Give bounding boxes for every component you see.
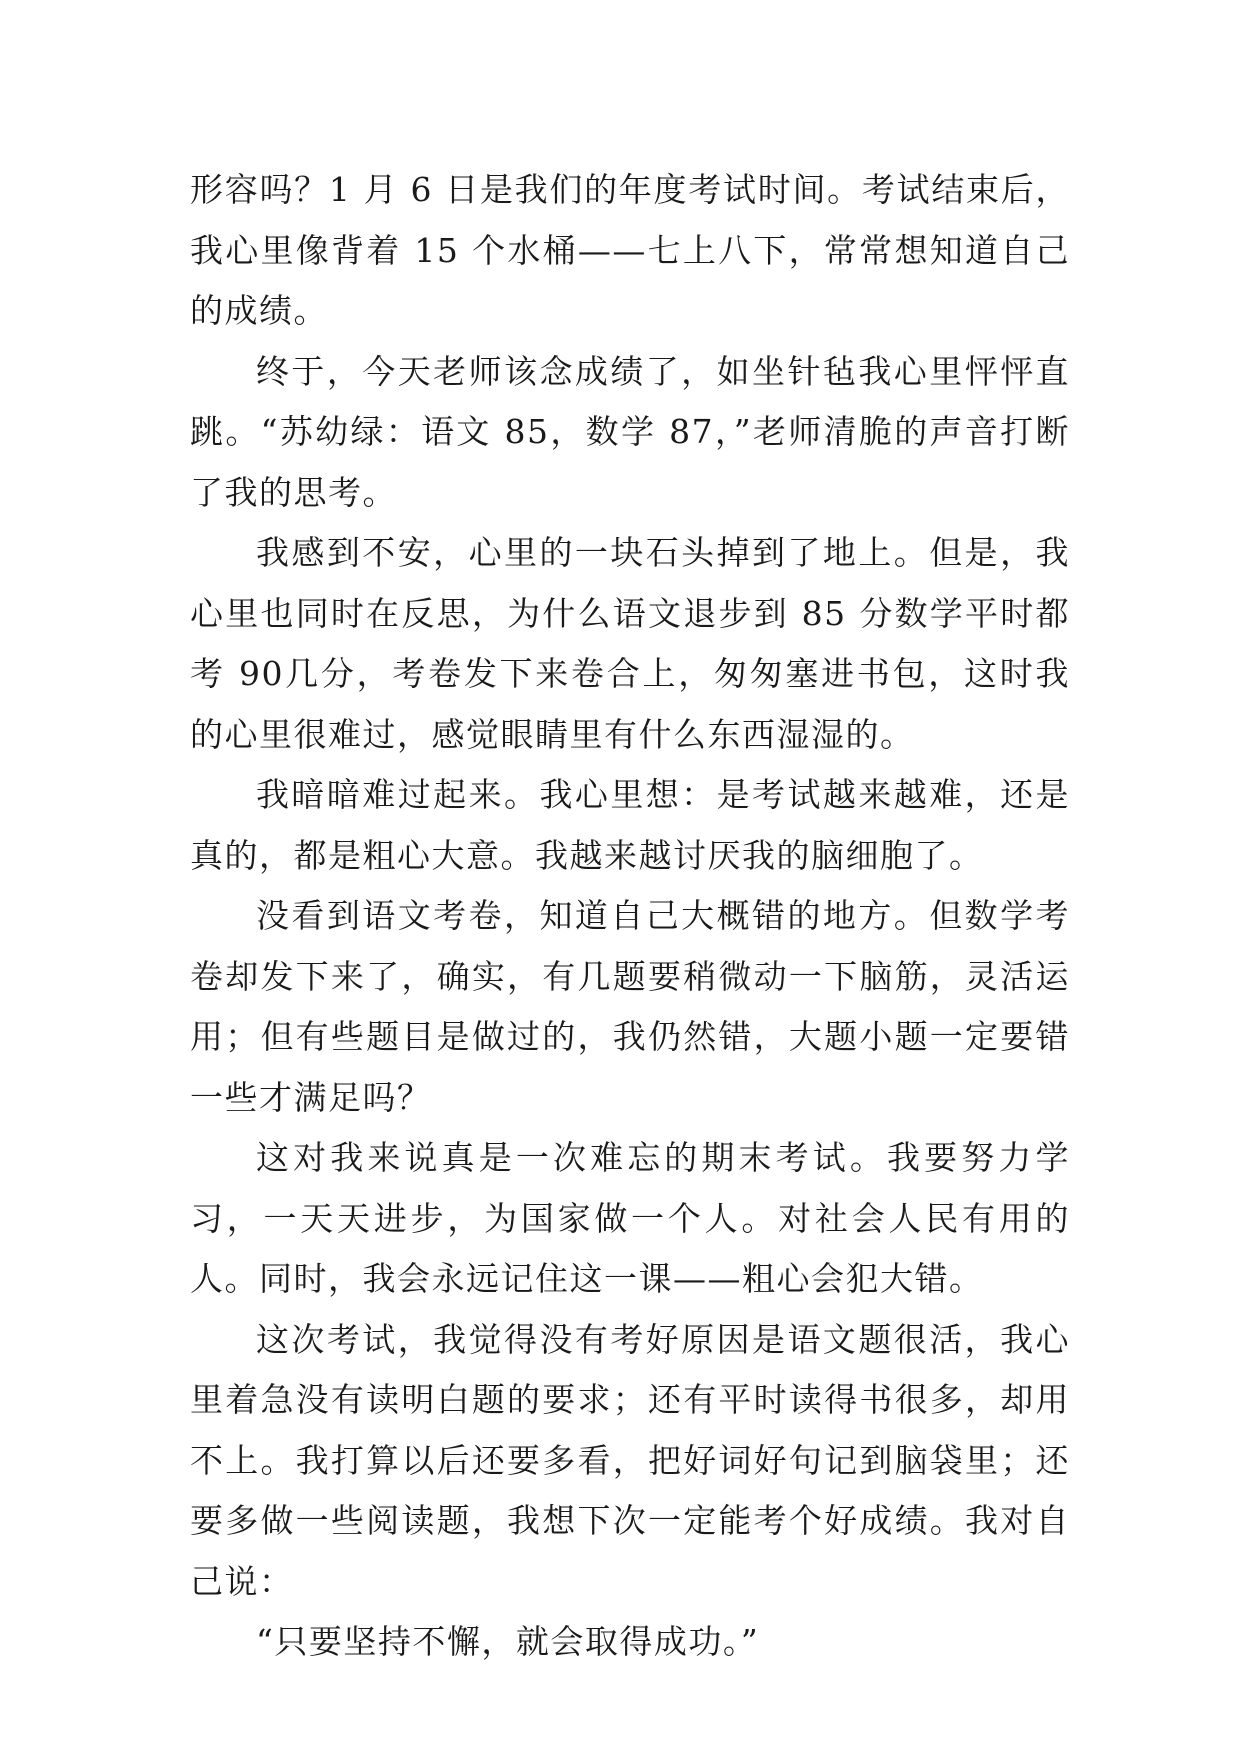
paragraph: 我暗暗难过起来。我心里想：是考试越来越难，还是真的，都是粗心大意。我越来越讨厌我的脑细胞了。 <box>190 775 1070 875</box>
paragraph: 没看到语文考卷，知道自己大概错的地方。但数学考卷却发下来了，确实，有几题要稍微动一下脑筋，灵活运用；但有些题目是做过的，我仍然错，大题小题一定要错一些才满足吗？ <box>190 896 1070 1117</box>
paragraph: 我感到不安，心里的一块石头掉到了地上。但是，我心里也同时在反思，为什么语文退步到 85 分数学平时都考 90几分，考卷发下来卷合上，匆匆塞进书包，这时我的心里很难过，感觉眼睛里有什么东西湿湿的。 <box>190 533 1070 754</box>
paragraph: 终于，今天老师该念成绩了，如坐针毡我心里怦怦直跳。“苏幼绿：语文 85，数学 87，”老师清脆的声音打断了我的思考。 <box>190 351 1070 512</box>
paragraph: 这次考试，我觉得没有考好原因是语文题很活，我心里着急没有读明白题的要求；还有平时读得书很多，却用不上。我打算以后还要多看，把好词好句记到脑袋里；还要多做一些阅读题，我想下次一定能考个好成绩。我对自己说： <box>190 1319 1070 1601</box>
closing-quote: “只要坚持不懈，就会取得成功。” <box>256 1622 760 1661</box>
paragraph: 这对我来说真是一次难忘的期末考试。我要努力学习，一天天进步，为国家做一个人。对社会人民有用的人。同时，我会永远记住这一课——粗心会犯大错。 <box>190 1138 1070 1298</box>
essay-body <box>190 160 1070 1673</box>
paragraph-continuation: 形容吗？1 月 6 日是我们的年度考试时间。考试结束后，我心里像背着 15 个水桶——七上八下，常常想知道自己的成绩。 <box>190 170 1070 330</box>
